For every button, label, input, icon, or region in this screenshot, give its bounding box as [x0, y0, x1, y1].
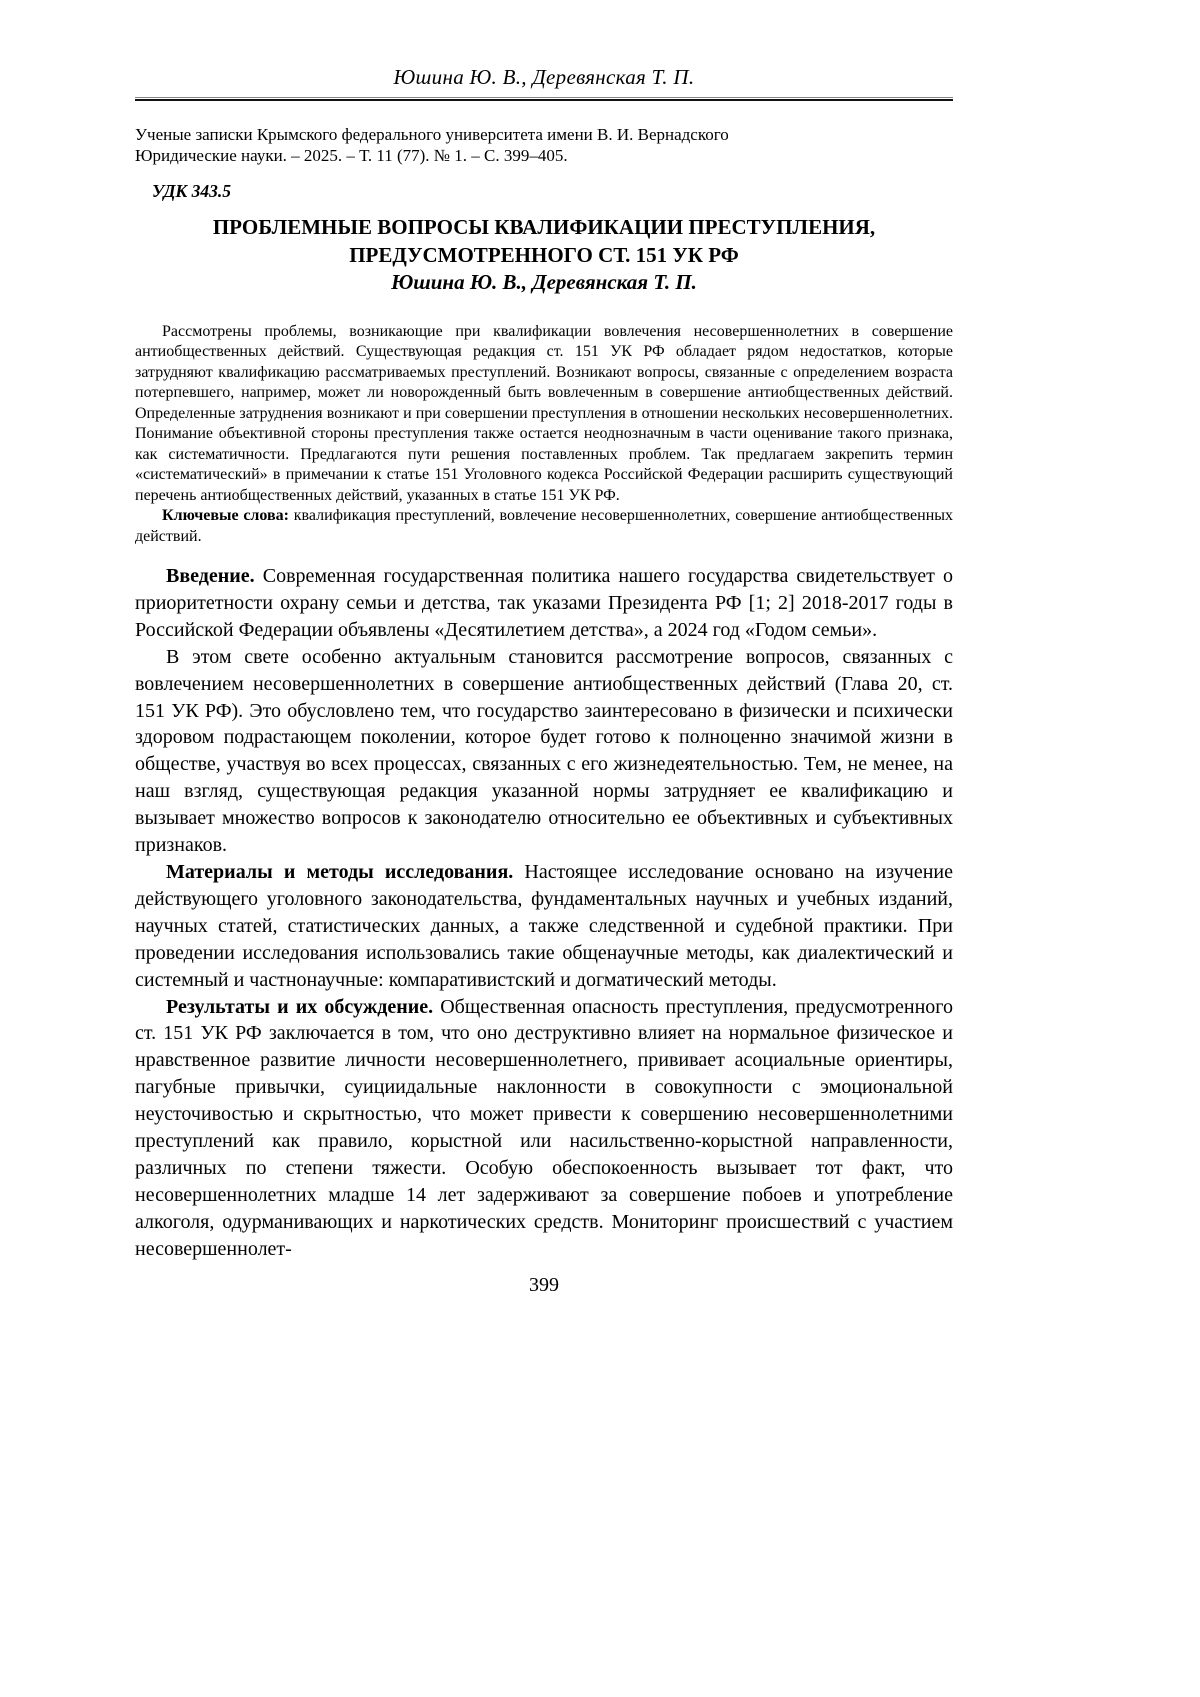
paragraph-context-text: В этом свете особенно актуальным становится рассмотрение вопросов, связанных с вовлечением несовершеннолетних в совершение антиобщественных действий (Глава 20, ст. 151 УК РФ). Это обусловлено тем, что государство заинтересовано в физически и психически здоровом подрастающем поколении, которое будет готово к полноценно значимой жизни в обществе, участвуя во всех процессах, связанных с его жизнедеятельностью. Тем, не менее, на наш взгляд, существующая редакция указанной нормы затрудняет ее квалификацию и вызывает множество вопросов к законодателю относительно ее объективных и субъективных признаков. [135, 645, 953, 857]
article-page [135, 0, 953, 1297]
paragraph-introduction-text: Современная государственная политика нашего государства свидетельствует о приоритетности охрану семьи и детства, так указами Президента РФ [1; 2] 2018-2017 годы в Российской Федерации объявлены «Десятилетием детства», а 2024 год «Годом семьи». [135, 565, 953, 641]
paragraph-results [135, 994, 953, 1263]
title-block [135, 214, 953, 297]
article-title-line-1: ПРОБЛЕМНЫЕ ВОПРОСЫ КВАЛИФИКАЦИИ ПРЕСТУПЛЕНИЯ, [212, 215, 876, 239]
article-body [135, 563, 953, 1263]
paragraph-context [135, 644, 953, 859]
abstract-text: Рассмотрены проблемы, возникающие при квалификации вовлечения несовершеннолетних в совершение антиобщественных действий. Существующая редакция ст. 151 УК РФ обладает рядом недостатков, которые затрудняют квалификацию рассматриваемых преступлений. Возникают вопросы, связанные с определением возраста потерпевшего, например, может ли новорожденный быть вовлеченным в совершение антиобщественных действий. Определенные затруднения возникают и при совершении преступления в отношении нескольких несовершеннолетних. Понимание объективной стороны преступления также остается неоднозначным в части оценивание такого признака, как систематичности. Предлагаются пути решения поставленных проблем. Так предлагаем закрепить термин «систематический» в примечании к статье 151 Уголовного кодекса Российской Федерации расширить существующий перечень антиобщественных действий, указанных в статье 151 УК РФ. [135, 322, 953, 504]
running-head: Юшина Ю. В., Деревянская Т. П. [393, 65, 695, 89]
paragraph-methods-text: Настоящее исследование основано на изучение действующего уголовного законодательства, фундаментальных научных и учебных изданий, научных статей, статистических данных, а также следственной и судебной практики. При проведении исследования использовались такие общенаучные методы, как диалектический и системный и частнонаучные: компаративистский и догматический методы. [135, 860, 953, 991]
abstract-paragraph [135, 322, 953, 507]
header-rule-thick-line [135, 99, 953, 101]
paragraph-results-lead: Результаты и их обсуждение. [166, 995, 434, 1018]
paragraph-introduction [135, 563, 953, 644]
keywords-label: Ключевые слова: [162, 507, 289, 524]
journal-citation [135, 124, 953, 166]
page-number: 399 [529, 1273, 559, 1296]
header-rule-thin-line [135, 97, 953, 98]
udk-code: УДК 343.5 [152, 181, 232, 201]
article-title-line-2: ПРЕДУСМОТРЕННОГО СТ. 151 УК РФ [349, 242, 739, 267]
journal-citation-line-2: Юридические науки. – 2025. – Т. 11 (77). № 1. – С. 399–405. [135, 146, 568, 165]
journal-citation-line-1: Ученые записки Крымского федерального университета имени В. И. Вернадского [135, 125, 729, 144]
keywords-paragraph [135, 506, 953, 547]
article-authors: Юшина Ю. В., Деревянская Т. П. [391, 270, 697, 294]
paragraph-methods [135, 859, 953, 994]
abstract-block [135, 322, 953, 548]
paragraph-results-text: Общественная опасность преступления, предусмотренного ст. 151 УК РФ заключается в том, что оно деструктивно влияет на нормальное физическое и нравственное развитие личности несовершеннолетнего, прививает асоциальные ориентиры, пагубные привычки, суициидальные наклонности в совокупности с эмоциональной неусточивостью и скрытностью, что может привести к совершению несовершеннолетними преступлений как правило, корыстной или насильственно-корыстной направленности, различных по степени тяжести. Особую обеспокоенность вызывает тот факт, что несовершеннолетних младше 14 лет задерживают за совершение побоев и употребление алкоголя, одурманивающих и наркотических средств. Мониторинг происшествий с участием несовершеннолет- [135, 995, 953, 1260]
keywords-text: квалификация преступлений, вовлечение несовершеннолетних, совершение антиобщественных действий. [135, 507, 954, 545]
header-rule [135, 97, 953, 101]
paragraph-methods-lead: Материалы и методы исследования. [166, 860, 514, 883]
paragraph-introduction-lead: Введение. [166, 565, 255, 587]
